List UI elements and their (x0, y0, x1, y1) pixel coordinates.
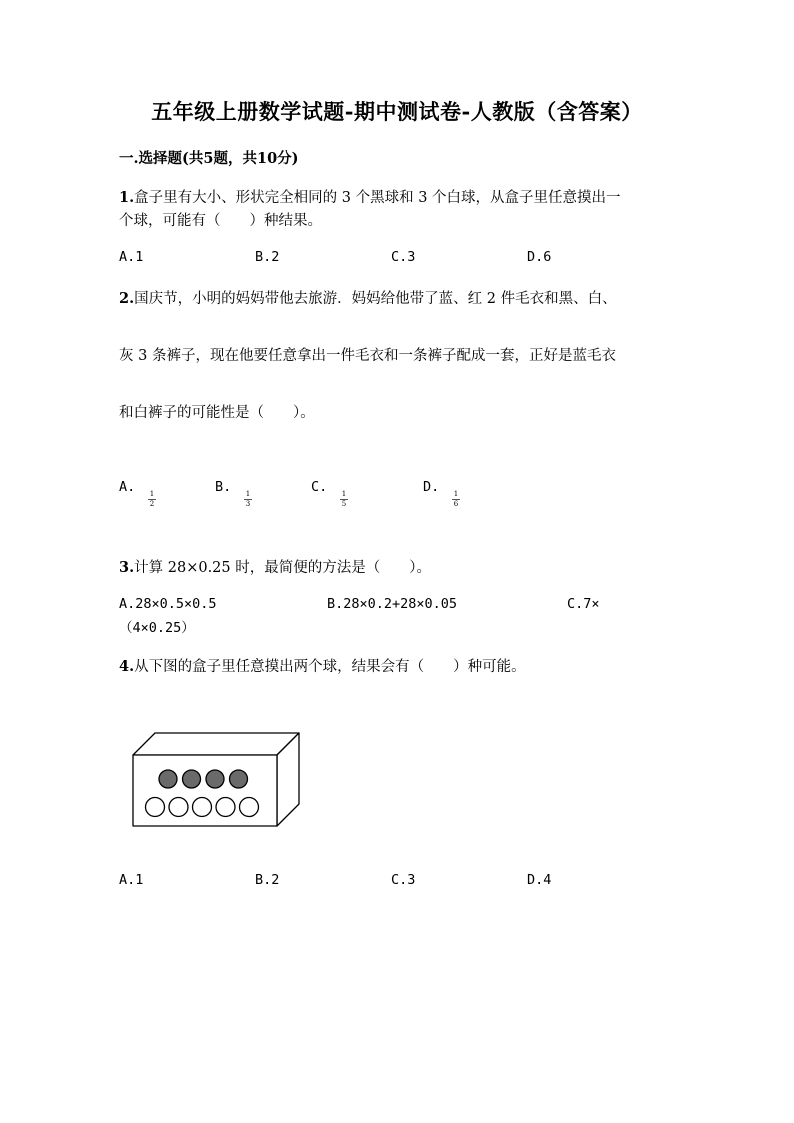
box-top-face (133, 733, 299, 755)
question-3-number: 3. (119, 559, 135, 576)
question-1-text: 盒子里有大小、形状完全相同的 3 个黑球和 3 个白球，从盒子里任意摸出一 (134, 190, 621, 206)
white-ball (169, 798, 188, 817)
question-1-line-1 (119, 186, 621, 207)
question-2-option-d-label: D. (423, 479, 440, 495)
question-4-line-1 (119, 655, 526, 676)
black-ball (183, 770, 201, 788)
section-heading: 一.选择题(共5题，共10分) (119, 150, 299, 167)
white-ball (216, 798, 235, 817)
white-ball (240, 798, 259, 817)
question-4-option-c: C.3 (391, 872, 416, 888)
question-2-line-2: 灰 3 条裤子，现在他要任意拿出一件毛衣和一条裤子配成一套，正好是蓝毛衣 (119, 348, 616, 364)
question-2-option-b-fraction: 1 3 (245, 490, 251, 508)
white-balls-group (146, 798, 259, 817)
question-2-option-b-label: B. (215, 479, 232, 495)
question-2-line-1 (119, 287, 617, 308)
question-4-text: 从下图的盒子里任意摸出两个球，结果会有（ ）种可能。 (134, 659, 526, 675)
ball-box-figure (128, 728, 304, 832)
question-1-number: 1. (119, 189, 135, 206)
question-3-option-b: B.28×0.2+28×0.05 (327, 596, 458, 612)
black-ball (159, 770, 177, 788)
question-3-line-1 (119, 556, 431, 577)
question-4-option-b: B.2 (255, 872, 280, 888)
question-4-option-a: A.1 (119, 872, 144, 888)
question-4-number: 4. (119, 658, 135, 675)
question-2-option-c-label: C. (311, 479, 328, 495)
question-2-option-d-fraction: 1 6 (453, 490, 459, 508)
question-2-number: 2. (119, 290, 135, 307)
question-1-option-c: C.3 (391, 249, 416, 265)
question-3-option-a: A.28×0.5×0.5 (119, 596, 217, 612)
white-ball (146, 798, 165, 817)
question-2-option-a-fraction: 1 2 (149, 490, 155, 508)
question-1-option-a: A.1 (119, 249, 144, 265)
black-ball (206, 770, 224, 788)
question-1-option-d: D.6 (527, 249, 552, 265)
question-2-text: 国庆节，小明的妈妈带他去旅游．妈妈给他带了蓝、红 2 件毛衣和黑、白、 (134, 291, 617, 307)
question-2-option-a-label: A. (119, 479, 136, 495)
white-ball (193, 798, 212, 817)
question-3-option-c-continued: （4×0.25） (119, 620, 195, 636)
question-2-line-3: 和白裤子的可能性是（ ）。 (119, 405, 315, 421)
black-ball (230, 770, 248, 788)
question-1-option-b: B.2 (255, 249, 280, 265)
question-2-option-c-fraction: 1 5 (341, 490, 347, 508)
question-3-text: 计算 28×0.25 时，最简便的方法是（ ）。 (134, 560, 431, 576)
page-title: 五年级上册数学试题-期中测试卷-人教版（含答案） (151, 99, 643, 124)
question-3-option-c: C.7× (567, 596, 600, 612)
question-1-line-2: 个球，可能有（ ）种结果。 (119, 213, 322, 229)
question-4-option-d: D.4 (527, 872, 552, 888)
